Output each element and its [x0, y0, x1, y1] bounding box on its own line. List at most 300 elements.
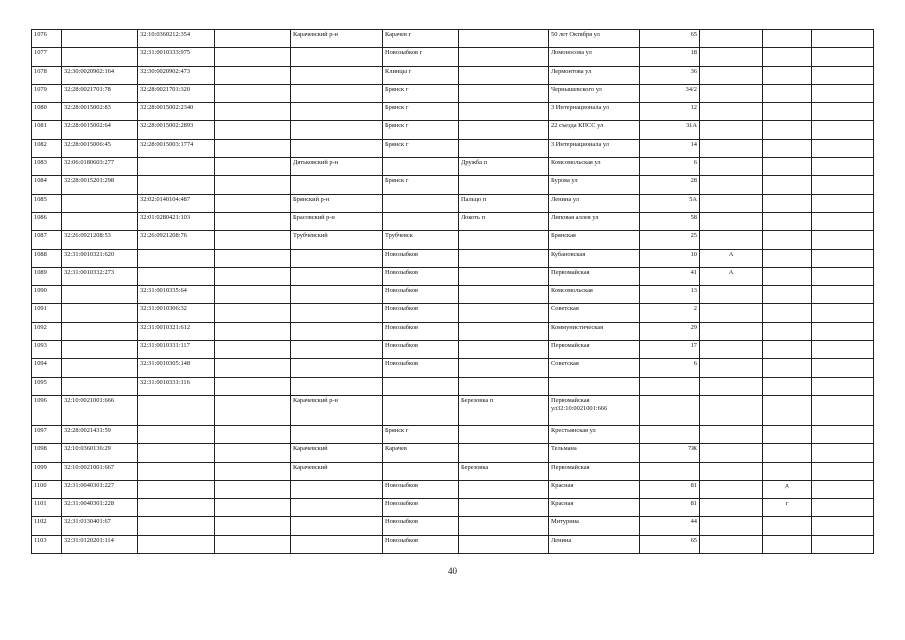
cadastral-number-2-cell: 32:31:0010305:148	[138, 359, 215, 377]
city-cell: Новозыбков	[383, 480, 459, 498]
house-number-cell	[640, 395, 700, 425]
cadastral-number-2-cell	[138, 444, 215, 462]
street-cell: Ленина ул	[549, 194, 640, 212]
settlement-cell	[459, 535, 549, 553]
cadastral-number-cell: 32:26:0921208:53	[62, 231, 138, 249]
house-number-cell: 14	[640, 139, 700, 157]
cadastral-number-cell: 32:10:0021001:666	[62, 395, 138, 425]
district-cell: Трубчевский	[291, 231, 383, 249]
extra-cell	[215, 30, 291, 48]
building-cell	[763, 517, 812, 535]
cadastral-number-2-cell: 32:26:0921208:76	[138, 231, 215, 249]
building-cell	[763, 535, 812, 553]
table-row	[32, 395, 874, 425]
table-row	[32, 425, 874, 443]
city-cell: Карачев	[383, 444, 459, 462]
city-cell: Брянск г	[383, 425, 459, 443]
apartment-cell	[812, 30, 874, 48]
row-number-cell: 1090	[32, 286, 62, 304]
extra-cell	[215, 158, 291, 176]
street-cell	[549, 377, 640, 395]
district-cell: Брасовский р-н	[291, 212, 383, 230]
street-cell: Советская	[549, 359, 640, 377]
table-row	[32, 30, 874, 48]
city-cell: Новозыбков г	[383, 48, 459, 66]
building-cell	[763, 249, 812, 267]
house-number-cell	[640, 425, 700, 443]
apartment-cell	[812, 267, 874, 285]
district-cell	[291, 535, 383, 553]
house-number-cell: 65	[640, 535, 700, 553]
city-cell: Новозыбков	[383, 535, 459, 553]
district-cell	[291, 121, 383, 139]
letter-cell	[700, 444, 763, 462]
row-number-cell: 1086	[32, 212, 62, 230]
row-number-cell: 1101	[32, 499, 62, 517]
district-cell	[291, 425, 383, 443]
letter-cell	[700, 103, 763, 121]
row-number-cell: 1084	[32, 176, 62, 194]
city-cell	[383, 395, 459, 425]
extra-cell	[215, 499, 291, 517]
letter-cell	[700, 462, 763, 480]
cadastral-number-2-cell	[138, 158, 215, 176]
settlement-cell: Пальцо п	[459, 194, 549, 212]
cadastral-number-cell: 32:28:0021431:59	[62, 425, 138, 443]
house-number-cell: 81	[640, 499, 700, 517]
city-cell: Брянск г	[383, 139, 459, 157]
cadastral-number-cell	[62, 286, 138, 304]
apartment-cell	[812, 535, 874, 553]
row-number-cell: 1093	[32, 341, 62, 359]
district-cell	[291, 517, 383, 535]
house-number-cell: 13	[640, 286, 700, 304]
settlement-cell: Березовка п	[459, 395, 549, 425]
extra-cell	[215, 286, 291, 304]
table-row	[32, 103, 874, 121]
city-cell: Новозыбков	[383, 249, 459, 267]
cadastral-number-2-cell: 32:28:0021701:320	[138, 84, 215, 102]
cadastral-number-2-cell	[138, 462, 215, 480]
settlement-cell	[459, 359, 549, 377]
settlement-cell: Локоть п	[459, 212, 549, 230]
row-number-cell: 1100	[32, 480, 62, 498]
city-cell: Новозыбков	[383, 359, 459, 377]
cadastral-number-cell	[62, 194, 138, 212]
building-cell	[763, 462, 812, 480]
row-number-cell: 1080	[32, 103, 62, 121]
street-cell: Комсомольская ул	[549, 158, 640, 176]
district-cell	[291, 103, 383, 121]
district-cell	[291, 84, 383, 102]
apartment-cell	[812, 395, 874, 425]
city-cell: Новозыбков	[383, 322, 459, 340]
city-cell: Клинцы г	[383, 66, 459, 84]
row-number-cell: 1083	[32, 158, 62, 176]
city-cell	[383, 462, 459, 480]
apartment-cell	[812, 480, 874, 498]
letter-cell	[700, 535, 763, 553]
building-cell	[763, 103, 812, 121]
extra-cell	[215, 231, 291, 249]
extra-cell	[215, 517, 291, 535]
apartment-cell	[812, 304, 874, 322]
house-number-cell: 29	[640, 322, 700, 340]
settlement-cell	[459, 66, 549, 84]
district-cell	[291, 499, 383, 517]
building-cell	[763, 194, 812, 212]
extra-cell	[215, 462, 291, 480]
cadastral-number-2-cell	[138, 425, 215, 443]
row-number-cell: 1087	[32, 231, 62, 249]
apartment-cell	[812, 322, 874, 340]
house-number-cell	[640, 462, 700, 480]
house-number-cell: 58	[640, 212, 700, 230]
apartment-cell	[812, 377, 874, 395]
apartment-cell	[812, 462, 874, 480]
property-register-table	[31, 29, 874, 554]
settlement-cell	[459, 341, 549, 359]
extra-cell	[215, 84, 291, 102]
extra-cell	[215, 425, 291, 443]
table-row	[32, 267, 874, 285]
building-cell: д	[763, 480, 812, 498]
city-cell: Новозыбков	[383, 341, 459, 359]
settlement-cell	[459, 121, 549, 139]
apartment-cell	[812, 103, 874, 121]
street-cell: 3 Интернационала ул	[549, 139, 640, 157]
cadastral-number-2-cell: 32:31:0010333:975	[138, 48, 215, 66]
letter-cell: А	[700, 249, 763, 267]
table-row	[32, 121, 874, 139]
letter-cell	[700, 158, 763, 176]
row-number-cell: 1085	[32, 194, 62, 212]
building-cell	[763, 158, 812, 176]
letter-cell	[700, 66, 763, 84]
cadastral-number-cell	[62, 304, 138, 322]
table-row	[32, 499, 874, 517]
settlement-cell	[459, 480, 549, 498]
cadastral-number-cell: 32:31:0130401:67	[62, 517, 138, 535]
cadastral-number-2-cell: 32:10:0360212:354	[138, 30, 215, 48]
apartment-cell	[812, 286, 874, 304]
letter-cell	[700, 194, 763, 212]
apartment-cell	[812, 121, 874, 139]
cadastral-number-2-cell: 32:28:0015003:1774	[138, 139, 215, 157]
extra-cell	[215, 322, 291, 340]
apartment-cell	[812, 66, 874, 84]
table-row	[32, 158, 874, 176]
house-number-cell: 81	[640, 480, 700, 498]
cadastral-number-2-cell: 32:28:0015002:2340	[138, 103, 215, 121]
cadastral-number-2-cell: 32:01:0280421:103	[138, 212, 215, 230]
settlement-cell	[459, 304, 549, 322]
cadastral-number-cell: 32:28:0021701:78	[62, 84, 138, 102]
building-cell	[763, 121, 812, 139]
cadastral-number-cell: 32:30:0020902:164	[62, 66, 138, 84]
row-number-cell: 1077	[32, 48, 62, 66]
table-row	[32, 359, 874, 377]
cadastral-number-2-cell	[138, 395, 215, 425]
city-cell: Новозыбков	[383, 499, 459, 517]
extra-cell	[215, 395, 291, 425]
table-row	[32, 480, 874, 498]
cadastral-number-cell	[62, 322, 138, 340]
house-number-cell: 44	[640, 517, 700, 535]
cadastral-number-2-cell: 32:02:0140104:487	[138, 194, 215, 212]
street-cell: 50 лет Октября ул	[549, 30, 640, 48]
district-cell: Карачевский	[291, 462, 383, 480]
table-row	[32, 84, 874, 102]
cadastral-number-cell: 32:31:0040301:228	[62, 499, 138, 517]
street-cell: Первомайская	[549, 462, 640, 480]
table-row	[32, 341, 874, 359]
cadastral-number-cell	[62, 212, 138, 230]
apartment-cell	[812, 517, 874, 535]
cadastral-number-cell: 32:10:0360136:29	[62, 444, 138, 462]
apartment-cell	[812, 359, 874, 377]
settlement-cell	[459, 322, 549, 340]
house-number-cell: 6	[640, 158, 700, 176]
letter-cell	[700, 231, 763, 249]
city-cell	[383, 377, 459, 395]
cadastral-number-cell: 32:28:0015201:298	[62, 176, 138, 194]
extra-cell	[215, 304, 291, 322]
letter-cell: А	[700, 267, 763, 285]
cadastral-number-2-cell: 32:31:0010335:64	[138, 286, 215, 304]
street-cell: Липовая аллея ул	[549, 212, 640, 230]
settlement-cell	[459, 84, 549, 102]
cadastral-number-cell	[62, 48, 138, 66]
cadastral-number-cell: 32:28:0015006:45	[62, 139, 138, 157]
district-cell	[291, 480, 383, 498]
apartment-cell	[812, 341, 874, 359]
settlement-cell	[459, 267, 549, 285]
district-cell	[291, 267, 383, 285]
house-number-cell: 7Ж	[640, 444, 700, 462]
house-number-cell: 17	[640, 341, 700, 359]
cadastral-number-cell	[62, 377, 138, 395]
apartment-cell	[812, 48, 874, 66]
city-cell: Новозыбков	[383, 517, 459, 535]
row-number-cell: 1088	[32, 249, 62, 267]
letter-cell	[700, 395, 763, 425]
cadastral-number-cell: 32:28:0015002:64	[62, 121, 138, 139]
settlement-cell	[459, 444, 549, 462]
building-cell	[763, 395, 812, 425]
extra-cell	[215, 194, 291, 212]
letter-cell	[700, 359, 763, 377]
letter-cell	[700, 139, 763, 157]
letter-cell	[700, 176, 763, 194]
row-number-cell: 1103	[32, 535, 62, 553]
street-cell: Коммунистическая	[549, 322, 640, 340]
table-row	[32, 194, 874, 212]
letter-cell	[700, 212, 763, 230]
building-cell	[763, 286, 812, 304]
district-cell: Карачевский	[291, 444, 383, 462]
settlement-cell: Березовка	[459, 462, 549, 480]
row-number-cell: 1102	[32, 517, 62, 535]
house-number-cell: 10	[640, 249, 700, 267]
city-cell: Брянск г	[383, 84, 459, 102]
district-cell	[291, 66, 383, 84]
cadastral-number-2-cell	[138, 176, 215, 194]
city-cell	[383, 194, 459, 212]
city-cell: Новозыбков	[383, 286, 459, 304]
city-cell	[383, 212, 459, 230]
letter-cell	[700, 304, 763, 322]
district-cell: Карачевский р-н	[291, 395, 383, 425]
page-number: 40	[448, 566, 457, 576]
apartment-cell	[812, 499, 874, 517]
city-cell: Новозыбков	[383, 304, 459, 322]
house-number-cell: 25	[640, 231, 700, 249]
table-row	[32, 535, 874, 553]
city-cell: Новозыбков	[383, 267, 459, 285]
apartment-cell	[812, 84, 874, 102]
table-row	[32, 304, 874, 322]
street-cell: Ленина	[549, 535, 640, 553]
district-cell: Карачевский р-н	[291, 30, 383, 48]
apartment-cell	[812, 158, 874, 176]
district-cell	[291, 249, 383, 267]
cadastral-number-cell: 32:10:0021001:667	[62, 462, 138, 480]
district-cell	[291, 139, 383, 157]
letter-cell	[700, 480, 763, 498]
extra-cell	[215, 359, 291, 377]
city-cell: Трубчевск	[383, 231, 459, 249]
table-row	[32, 212, 874, 230]
street-cell: Красная	[549, 499, 640, 517]
street-cell: 22 съезда КПСС ул	[549, 121, 640, 139]
district-cell	[291, 341, 383, 359]
house-number-cell: 12	[640, 103, 700, 121]
building-cell	[763, 84, 812, 102]
table-row	[32, 286, 874, 304]
cadastral-number-2-cell	[138, 267, 215, 285]
table-row	[32, 444, 874, 462]
extra-cell	[215, 66, 291, 84]
house-number-cell: 18	[640, 48, 700, 66]
building-cell	[763, 139, 812, 157]
cadastral-number-cell: 32:31:0040301:227	[62, 480, 138, 498]
house-number-cell: 65	[640, 30, 700, 48]
table-row	[32, 231, 874, 249]
row-number-cell: 1094	[32, 359, 62, 377]
street-cell: Первомайская	[549, 267, 640, 285]
district-cell	[291, 359, 383, 377]
extra-cell	[215, 103, 291, 121]
row-number-cell: 1081	[32, 121, 62, 139]
cadastral-number-cell	[62, 359, 138, 377]
settlement-cell	[459, 30, 549, 48]
cadastral-number-2-cell	[138, 517, 215, 535]
letter-cell	[700, 517, 763, 535]
apartment-cell	[812, 444, 874, 462]
district-cell	[291, 377, 383, 395]
cadastral-number-cell: 32:31:0120201:114	[62, 535, 138, 553]
cadastral-number-2-cell: 32:28:0015002:2893	[138, 121, 215, 139]
cadastral-number-2-cell	[138, 535, 215, 553]
street-cell: 3 Интернационала ул	[549, 103, 640, 121]
table-row	[32, 176, 874, 194]
cadastral-number-2-cell: 32:31:0010331:117	[138, 341, 215, 359]
extra-cell	[215, 444, 291, 462]
settlement-cell	[459, 48, 549, 66]
row-number-cell: 1091	[32, 304, 62, 322]
settlement-cell	[459, 517, 549, 535]
apartment-cell	[812, 139, 874, 157]
cadastral-number-2-cell	[138, 249, 215, 267]
cadastral-number-2-cell: 32:31:0010306:32	[138, 304, 215, 322]
settlement-cell	[459, 176, 549, 194]
street-cell: Советская	[549, 304, 640, 322]
row-number-cell: 1076	[32, 30, 62, 48]
house-number-cell: 2	[640, 304, 700, 322]
cadastral-number-cell	[62, 341, 138, 359]
building-cell	[763, 359, 812, 377]
row-number-cell: 1089	[32, 267, 62, 285]
extra-cell	[215, 249, 291, 267]
street-cell: Митурина	[549, 517, 640, 535]
building-cell	[763, 231, 812, 249]
cadastral-number-2-cell	[138, 499, 215, 517]
district-cell: Брянский р-н	[291, 194, 383, 212]
row-number-cell: 1098	[32, 444, 62, 462]
extra-cell	[215, 377, 291, 395]
row-number-cell: 1082	[32, 139, 62, 157]
extra-cell	[215, 267, 291, 285]
cadastral-number-cell	[62, 30, 138, 48]
letter-cell	[700, 48, 763, 66]
extra-cell	[215, 480, 291, 498]
street-cell: Брянская	[549, 231, 640, 249]
table-row	[32, 249, 874, 267]
apartment-cell	[812, 212, 874, 230]
row-number-cell: 1078	[32, 66, 62, 84]
street-cell: Чернышевского ул	[549, 84, 640, 102]
table-row	[32, 517, 874, 535]
street-cell: Кубановская	[549, 249, 640, 267]
cadastral-number-2-cell: 32:31:0010321:612	[138, 322, 215, 340]
building-cell: г	[763, 499, 812, 517]
apartment-cell	[812, 249, 874, 267]
building-cell	[763, 304, 812, 322]
apartment-cell	[812, 176, 874, 194]
settlement-cell	[459, 103, 549, 121]
district-cell: Дятьковский р-н	[291, 158, 383, 176]
letter-cell	[700, 121, 763, 139]
letter-cell	[700, 425, 763, 443]
building-cell	[763, 66, 812, 84]
settlement-cell	[459, 377, 549, 395]
building-cell	[763, 48, 812, 66]
letter-cell	[700, 286, 763, 304]
settlement-cell	[459, 425, 549, 443]
building-cell	[763, 212, 812, 230]
street-cell: Комсомольская	[549, 286, 640, 304]
street-cell: Красная	[549, 480, 640, 498]
city-cell: Брянск г	[383, 103, 459, 121]
row-number-cell: 1096	[32, 395, 62, 425]
house-number-cell: 31А	[640, 121, 700, 139]
building-cell	[763, 377, 812, 395]
table-row	[32, 66, 874, 84]
settlement-cell	[459, 499, 549, 517]
building-cell	[763, 322, 812, 340]
house-number-cell: 36	[640, 66, 700, 84]
